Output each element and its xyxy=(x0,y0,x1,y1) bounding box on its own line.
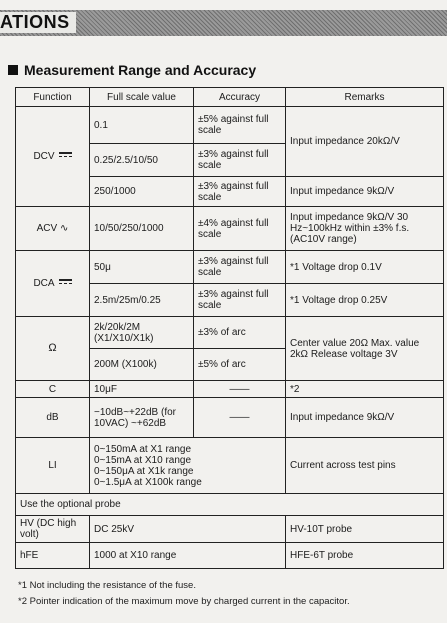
dcv-label: DCV xyxy=(33,151,55,162)
table-row xyxy=(16,207,444,251)
function-hv: HV (DC high volt) xyxy=(16,516,90,543)
dc-symbol-icon xyxy=(59,152,72,160)
cell-remarks: Input impedance 9kΩ/V xyxy=(286,177,444,207)
function-dcv xyxy=(16,107,90,207)
table-row xyxy=(16,438,444,494)
footnote-1: *1 Not including the resistance of the fuse. xyxy=(18,580,196,591)
function-c: C xyxy=(16,381,90,398)
cell-value: 200M (X100k) xyxy=(90,349,194,381)
cell-value: 250/1000 xyxy=(90,177,194,207)
dc-symbol-icon xyxy=(59,279,72,287)
li-range-line: 0~150mA at X1 range xyxy=(94,443,192,455)
probe-note: Use the optional probe xyxy=(16,494,444,516)
cell-accuracy: ±3% against full scale xyxy=(194,177,286,207)
table-row xyxy=(16,381,444,398)
dca-label: DCA xyxy=(33,278,55,289)
function-db: dB xyxy=(16,398,90,438)
acv-label: ACV xyxy=(36,223,58,234)
cell-remarks: *2 xyxy=(286,381,444,398)
table-header-row xyxy=(16,88,444,107)
ac-wave-icon: ∿ xyxy=(59,223,69,234)
header-remarks: Remarks xyxy=(286,88,444,107)
cell-accuracy: ±3% against full scale xyxy=(194,144,286,177)
function-hfe: hFE xyxy=(16,543,90,569)
cell-value: 2k/20k/2M (X1/X10/X1k) xyxy=(90,317,194,349)
function-dca xyxy=(16,251,90,317)
cell-value: 2.5m/25m/0.25 xyxy=(90,284,194,317)
function-acv xyxy=(16,207,90,251)
header-bar-text: ATIONS xyxy=(0,12,76,33)
cell-value: 10/50/250/1000 xyxy=(90,207,194,251)
cell-value: 50μ xyxy=(90,251,194,284)
footnote-2: *2 Pointer indication of the maximum move by charged current in the capacitor. xyxy=(18,596,350,607)
function-ohm: Ω xyxy=(16,317,90,381)
cell-value: −10dB~+22dB (for 10VAC) ~+62dB xyxy=(90,398,194,438)
table-row xyxy=(16,398,444,438)
li-range-line: 0~1.5μA at X100k range xyxy=(94,476,202,488)
cell-accuracy: —— xyxy=(194,381,286,398)
cell-remarks: *1 Voltage drop 0.25V xyxy=(286,284,444,317)
cell-remarks: *1 Voltage drop 0.1V xyxy=(286,251,444,284)
cell-accuracy: ±3% of arc xyxy=(194,317,286,349)
cell-remarks: HFE-6T probe xyxy=(286,543,444,569)
header-full-scale: Full scale value xyxy=(90,88,194,107)
header-function: Function xyxy=(16,88,90,107)
cell-value: 1000 at X10 range xyxy=(90,543,286,569)
table-row xyxy=(16,317,444,349)
cell-value: 10μF xyxy=(90,381,194,398)
table-row xyxy=(16,251,444,284)
spec-table xyxy=(15,87,444,569)
table-row xyxy=(16,494,444,516)
cell-remarks: Input impedance 9kΩ/V xyxy=(286,398,444,438)
li-range-line: 0~15mA at X10 range xyxy=(94,454,192,466)
cell-remarks: Input impedance 9kΩ/V 30 Hz~100kHz within ±3% f.s. (AC10V range) xyxy=(286,207,444,251)
cell-value: 0.1 xyxy=(90,107,194,144)
cell-remarks: Current across test pins xyxy=(286,438,444,494)
section-title-text: Measurement Range and Accuracy xyxy=(24,62,257,78)
cell-remarks: Center value 20Ω Max. value 2kΩ Release voltage 3V xyxy=(286,317,444,381)
section-title xyxy=(8,62,256,78)
cell-li-ranges xyxy=(90,438,286,494)
table-row xyxy=(16,543,444,569)
table-row xyxy=(16,516,444,543)
li-range-line: 0~150μA at X1k range xyxy=(94,465,194,477)
cell-remarks: HV-10T probe xyxy=(286,516,444,543)
cell-remarks: Input impedance 20kΩ/V xyxy=(286,107,444,177)
cell-accuracy: ±3% against full scale xyxy=(194,284,286,317)
cell-accuracy: ±5% of arc xyxy=(194,349,286,381)
cell-accuracy: ±5% against full scale xyxy=(194,107,286,144)
cell-accuracy: ±4% against full scale xyxy=(194,207,286,251)
header-bar xyxy=(0,10,447,36)
cell-value: DC 25kV xyxy=(90,516,286,543)
cell-value: 0.25/2.5/10/50 xyxy=(90,144,194,177)
cell-accuracy: —— xyxy=(194,398,286,438)
function-li: LI xyxy=(16,438,90,494)
header-accuracy: Accuracy xyxy=(194,88,286,107)
table-row xyxy=(16,107,444,144)
cell-accuracy: ±3% against full scale xyxy=(194,251,286,284)
bullet-square-icon xyxy=(8,65,18,75)
